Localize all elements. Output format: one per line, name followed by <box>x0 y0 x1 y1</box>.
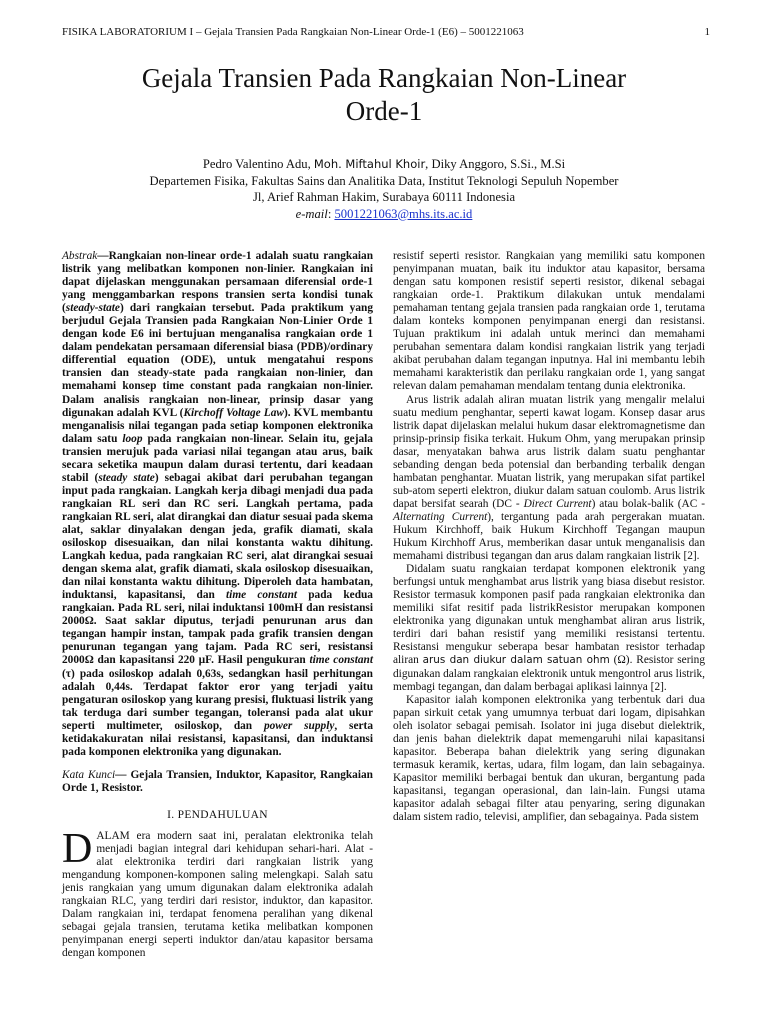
keywords-text: — Gejala Transien, Induktor, Kapasitor, Rangkaian Orde 1, Resistor. <box>62 768 373 794</box>
author-block <box>60 156 708 222</box>
author-list <box>60 156 708 173</box>
email-link[interactable]: 5001221063@mhs.its.ac.id <box>334 206 473 221</box>
abstract-text: (τ) pada osiloskop adalah 0,63s, sedangkan hasil perhitungan adalah 0,44s. Terdapat faktor eror yang terjadi yaitu pengaturan osiloskop yang kurang presisi, fluktuasi listrik yang tak terduga dari sumber tegangan, toleransi pada alat ukur seperti multimeter, osiloskop, dan <box>62 667 373 732</box>
abstract-text: pada kedua rangkaian. Pada RL seri, nilai induktansi 100mH dan resistansi 2000Ω. Saat saklar diputus, terjadi penurunan arus dan tegangan hampir instan, tampak pada grafik transien dengan penurunan tegangan yang tajam. Pada RC seri, resistansi 2000Ω dan kapasitansi 220 µF. Hasil pengukuran <box>62 589 373 667</box>
right-column <box>393 250 705 824</box>
author-2: Moh. Miftahul Khoir <box>313 157 426 171</box>
email-separator: : <box>327 206 335 221</box>
body-text: Arus listrik adalah aliran muatan listrik yang mengalir melalui suatu medium penghantar, seperti kawat logam. Konsep dasar arus listrik dapat dijelaskan melalui hukum dasar elektromagnetisme dan prinsip-prinsip fisika terkait. Hukum Ohm, yang merupakan prinsip dasar, menyatakan bahwa arus listrik dalam suatu penghantar sebanding dengan beda potensial dan berbanding terbalik dengan hambatan penghantar. Muatan listrik, yang merupakan sifat partikel sub-atom seperti elektron, diukur dalam satuan coulomb. Arus listrik dapat bersifat searah (DC - <box>393 393 705 510</box>
abstract <box>62 250 373 759</box>
email-label: e-mail <box>295 206 328 221</box>
address: Jl, Arief Rahman Hakim, Surabaya 60111 Indonesia <box>252 190 516 204</box>
abstract-text: —Rangkaian non-linear orde-1 adalah suatu rangkaian listrik yang melibatkan komponen non-linier. Rangkaian ini dapat dijelaskan menggunakan persamaan diferensial orde-1 yang menggambarkan respons transien serta kondisi tunak ( <box>62 250 373 315</box>
abstract-term: time constant <box>309 654 373 667</box>
running-header <box>62 26 710 38</box>
body-text: ) atau bolak-balik (AC - <box>591 497 706 510</box>
keywords-lead: Kata Kunci <box>62 768 116 781</box>
body-paragraph <box>393 563 705 693</box>
paper-title-line-2: Orde-1 <box>345 96 423 126</box>
affiliation: Departemen Fisika, Fakultas Sains dan Analitika Data, Institut Teknologi Sepuluh Nopember <box>149 173 619 188</box>
paper-title <box>60 62 708 128</box>
body-paragraph <box>393 394 705 564</box>
section-heading: I. PENDAHULUAN <box>167 808 268 821</box>
left-column <box>62 250 373 960</box>
abstract-term: time constant <box>226 589 298 602</box>
drop-cap: D <box>62 825 93 872</box>
body-paragraph: Kapasitor ialah komponen elektronika yang terbentuk dari dua papan sirkuit cetak yang umumnya terbuat dari logam, dipisahkan oleh isolator sebagai pemisah. Isolator ini juga disebut dielektrik, dan jenis bahan dielektrik dapat memengaruhi nilai kapasitansi kapasitor. Beberapa bahan dielektrik yang sering digunakan termasuk keramik, kertas, udara, film logam, dan lain sebagainya. Kapasitor memiliki berbagai bentuk dan ukuran, bergantung pada kapasitansi, tegangan operasional, dan lain-lain. Fungsi utama kapasitor adalah sebagai filter atau penyaring, sering digunakan dalam sistem radio, televisi, amplifier, dan sebagainya. Pada sistem <box>393 693 705 824</box>
abstract-text: pada rangkaian non-linear. Selain itu, gejala transien merujuk pada variasi nilai tegangan atau arus, baik secara seketika maupun dalam durasi tertentu, dari keadaan stabil ( <box>62 432 373 484</box>
body-paragraph: resistif seperti resistor. Rangkaian yang memiliki satu komponen penyimpanan muatan, baik itu induktor atau kapasitor, bersama dengan satu komponen resistif seperti resistor, dikenal sebagai rangkaian orde-1. Praktikum dilakukan untuk mendalami pemahaman tentang gejala transien pada rangkaian orde 1, terutama dalam konteks komponen penyimpanan energi dan resistansi. Tujuan praktikum ini adalah untuk merinci dan memahami perubahan sementara dalam kondisi rangkaian listrik yang terjadi akibat perubahan dalam tegangan inputnya. Hal ini membantu lebih memahami karakteristik dan perilaku rangkaian orde 1, yang sangat relevan dalam pemahaman mendalam tentang dunia elektronika. <box>393 250 705 393</box>
intro-text: ALAM era modern saat ini, peralatan elektronika telah menjadi bagian integral dari kehidupan sehari-hari. Alat - alat elektronika terdiri dari rangkaian listrik yang mengandung komponen-komponen saling melengkapi. Salah satu jenis rangkaian yang umum digunakan dalam elektronika adalah rangkaian RLC, yang terdiri dari resistor, induktor, dan kapasitor. Dalam rangkaian ini, terdapat fenomena peralihan yang dikenal sebagai gejala transien, terutama ketika melibatkan komponen penyimpanan energi seperti induktor dan/atau kapasitor bersama dengan komponen <box>62 829 373 960</box>
abstract-term: power supply <box>263 719 335 732</box>
keywords <box>62 769 373 795</box>
email-line <box>60 206 708 223</box>
body-term: Direct Current <box>523 497 592 510</box>
abstract-text: ) dari rangkaian tersebut. Pada praktikum yang berjudul Gejala Transien pada Rangkaian Non-Linier Orde 1 dengan kode E6 ini bertujuan menganalisa rangkaian orde 1 dalam pendekatan persamaan diferensial biasa (PDB)/ordinary differential equation (ODE), untuk mengatahui respons transien dan steady-state pada rangkaian non-linier, dan memahami konsep time constant pada rangkaian non-linier. Dalam analisis rangkaian non-linear, prinsip dasar yang digunakan adalah KVL ( <box>62 302 373 419</box>
abstract-term: Kirchoff Voltage Law <box>183 406 284 419</box>
body-term: Alternating Current <box>393 510 488 523</box>
abstract-term: steady state <box>98 471 155 484</box>
abstract-text: , serta ketidakakuratan nilai resistansi, kapasitansi, dan induktansi pada komponen elektronika yang digunakan. <box>62 719 373 758</box>
intro-paragraph <box>62 825 373 960</box>
abstract-term: steady-state <box>65 302 120 315</box>
author-1: Pedro Valentino Adu, <box>202 157 314 171</box>
body-text: (Ω). Resistor sering digunakan dalam rangkaian elektronik untuk mengontrol arus listrik, membagi tegangan, dan dalam berbagai aplikasi lainnya [2]. <box>393 654 705 693</box>
author-3: , Diky Anggoro, S.Si., M.Si <box>425 157 566 171</box>
abstract-text: ) sebagai akibat dari perubahan tegangan input pada rangkaian. Langkah kerja dibagi menjadi dua pada rangkaian RL seri dan RC seri. Langkah pertama, pada rangkaian RL seri, alat dirangkai dan diatur sesuai pada skema alat, saklar dinyalakan dengan jeda, grafik diamati, skala osiloskop disesuaikan, dan nilai konstanta waktu dihitung. Langkah kedua, pada rangkaian RC seri, alat dirangkai sesuai dengan skema alat, grafik diamati, skala osiloskop disesuaikan, dan nilai konstanta waktu dihitung. Diperoleh data hambatan, induktansi, kapasitansi, dan <box>62 471 373 602</box>
paper-title-line-1: Gejala Transien Pada Rangkaian Non-Linear <box>141 63 627 93</box>
body-text: ), tergantung pada arah pergerakan muatan. Hukum Kirchhoff, baik Hukum Kirchhoff Tegangan maupun Hukum Kirchhoff Arus, memberikan dasar untuk menganalisis dan memahami distribusi tegangan dan arus dalam rangkaian listrik [2]. <box>393 510 706 563</box>
abstract-term: loop <box>122 432 143 445</box>
running-title: FISIKA LABORATORIUM I – Gejala Transien Pada Rangkaian Non-Linear Orde-1 (E6) – 5001221063 <box>62 26 524 38</box>
abstract-text: ). KVL membantu menganalisis nilai tegangan pada setiap komponen elektronika dalam satu <box>62 406 373 445</box>
page-number: 1 <box>704 26 710 38</box>
body-text: Didalam suatu rangkaian terdapat komponen elektronik yang berfungsi untuk menghambat arus listrik yang biasa disebut resistor. Resistor termasuk komponen pasif pada rangkaian elektronika dan memiliki sifat resitif pada listrikResistor merupakan komponen elektronika yang digunakan untuk menghambat aliran arus listrik, terdiri dari bahan resistif yang memiliki resistansi tertentu. Resistansi mengukur seberapa besar hambatan resistor terhadap aliran <box>393 563 705 667</box>
abstract-lead: Abstrak <box>62 250 98 262</box>
body-text: arus dan diukur dalam satuan ohm <box>422 654 610 667</box>
